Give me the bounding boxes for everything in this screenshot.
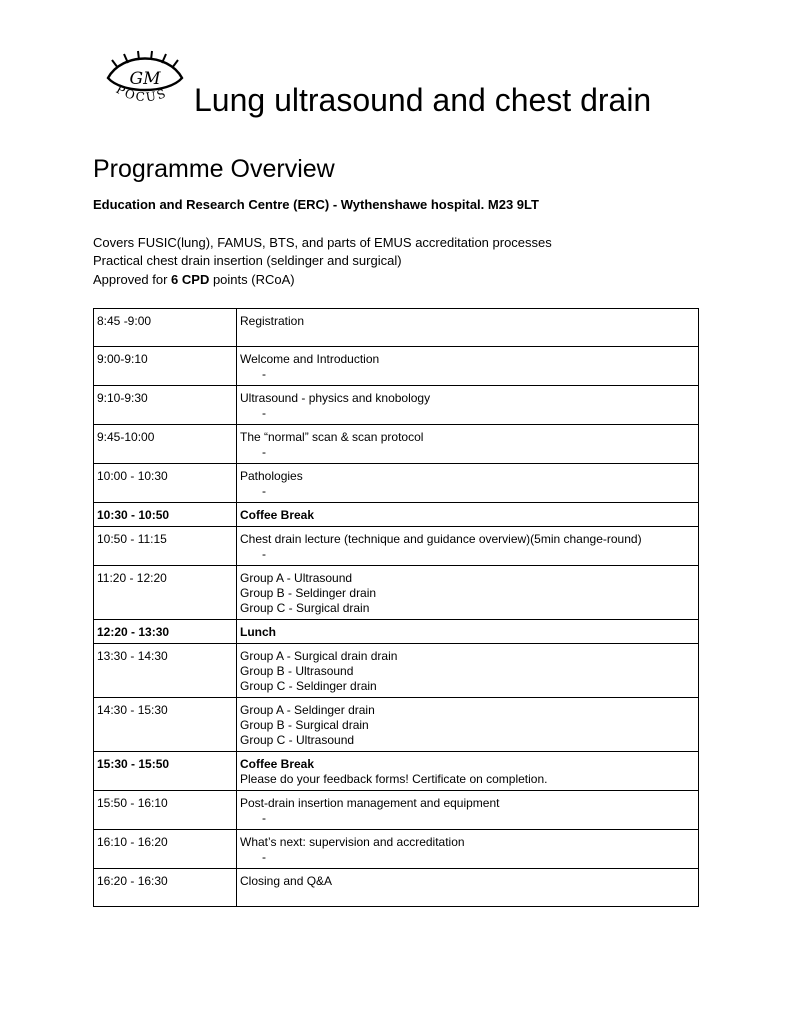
schedule-activity — [237, 620, 699, 644]
activity-line: Closing and Q&A — [240, 874, 333, 888]
schedule-time: 14:30 - 15:30 — [94, 698, 237, 752]
schedule-time: 9:45-10:00 — [94, 425, 237, 464]
schedule-row — [94, 698, 699, 752]
info-line-3: Approved for 6 CPD points (RCoA) — [93, 271, 295, 287]
activity-line: Group A - Ultrasound — [240, 571, 353, 585]
schedule-activity — [237, 347, 699, 386]
activity-line: Group B - Ultrasound — [240, 664, 354, 678]
schedule-row — [94, 347, 699, 386]
schedule-time: 15:50 - 16:10 — [94, 791, 237, 830]
schedule-time: 12:20 - 13:30 — [94, 620, 237, 644]
info-line-2: Practical chest drain insertion (seldinger and surgical) — [93, 253, 402, 269]
bullet-dash: - — [262, 484, 266, 498]
schedule-activity — [237, 464, 699, 503]
schedule-row — [94, 566, 699, 620]
schedule-table — [93, 308, 699, 907]
info-line-1: Covers FUSIC(lung), FAMUS, BTS, and parts of EMUS accreditation processes — [93, 235, 552, 250]
bullet-dash: - — [262, 406, 266, 420]
activity-line: Coffee Break — [240, 757, 315, 771]
schedule-row — [94, 527, 699, 566]
schedule-activity — [237, 425, 699, 464]
activity-line: Group C - Ultrasound — [240, 733, 355, 747]
schedule-activity — [237, 644, 699, 698]
schedule-time: 16:10 - 16:20 — [94, 830, 237, 869]
schedule-row — [94, 464, 699, 503]
page-title: Lung ultrasound and chest drain — [194, 82, 652, 118]
activity-line: Group B - Surgical drain — [240, 718, 369, 732]
schedule-time: 10:30 - 10:50 — [94, 503, 237, 527]
activity-line: Registration — [240, 314, 305, 328]
schedule-row — [94, 644, 699, 698]
activity-line: Ultrasound - physics and knobology — [240, 391, 431, 405]
activity-line: Group A - Surgical drain drain — [240, 649, 398, 663]
schedule-row — [94, 425, 699, 464]
schedule-row — [94, 791, 699, 830]
schedule-activity — [237, 752, 699, 791]
activity-line: Please do your feedback forms! Certificate on completion. — [240, 772, 548, 786]
activity-line: Chest drain lecture (technique and guidance overview)(5min change-round) — [240, 532, 642, 546]
schedule-time: 10:50 - 11:15 — [94, 527, 237, 566]
schedule-time: 8:45 -9:00 — [94, 309, 237, 347]
activity-line: Group C - Seldinger drain — [240, 679, 377, 693]
activity-line: Post-drain insertion management and equipment — [240, 796, 500, 810]
bullet-dash: - — [262, 367, 266, 381]
logo-top-text: GM — [129, 69, 161, 89]
schedule-row — [94, 620, 699, 644]
activity-line: Group B - Seldinger drain — [240, 586, 377, 600]
schedule-time: 16:20 - 16:30 — [94, 869, 237, 907]
bullet-dash: - — [262, 445, 266, 459]
venue-line: Education and Research Centre (ERC) - Wythenshawe hospital. M23 9LT — [93, 197, 539, 212]
activity-line: Group A - Seldinger drain — [240, 703, 375, 717]
bullet-dash: - — [262, 811, 266, 825]
schedule-row — [94, 386, 699, 425]
schedule-time: 9:00-9:10 — [94, 347, 237, 386]
schedule-row — [94, 503, 699, 527]
schedule-activity — [237, 386, 699, 425]
schedule-row — [94, 830, 699, 869]
schedule-time: 10:00 - 10:30 — [94, 464, 237, 503]
bullet-dash: - — [262, 547, 266, 561]
schedule-activity — [237, 698, 699, 752]
eye-logo-icon — [104, 48, 186, 110]
schedule-activity — [237, 309, 699, 347]
activity-line: Lunch — [240, 625, 276, 639]
gm-pocus-logo — [104, 48, 186, 110]
schedule-activity — [237, 869, 699, 907]
schedule-activity — [237, 503, 699, 527]
activity-line: Welcome and Introduction — [240, 352, 380, 366]
activity-line: What’s next: supervision and accreditation — [240, 835, 465, 849]
activity-line: The “normal” scan & scan protocol — [240, 430, 424, 444]
schedule-activity — [237, 527, 699, 566]
schedule-activity — [237, 566, 699, 620]
schedule-time: 11:20 - 12:20 — [94, 566, 237, 620]
activity-line: Pathologies — [240, 469, 303, 483]
schedule-activity — [237, 791, 699, 830]
activity-line: Group C - Surgical drain — [240, 601, 370, 615]
schedule-time: 9:10-9:30 — [94, 386, 237, 425]
logo-bottom-text: POCUS — [113, 82, 170, 105]
course-info — [93, 234, 552, 289]
cpd-points: 6 CPD — [171, 271, 210, 287]
schedule-row — [94, 752, 699, 791]
schedule-time: 15:30 - 15:50 — [94, 752, 237, 791]
schedule-row — [94, 309, 699, 347]
activity-line: Coffee Break — [240, 508, 315, 522]
schedule-time: 13:30 - 14:30 — [94, 644, 237, 698]
schedule-activity — [237, 830, 699, 869]
section-title: Programme Overview — [93, 155, 335, 183]
schedule-row — [94, 869, 699, 907]
bullet-dash: - — [262, 850, 266, 864]
